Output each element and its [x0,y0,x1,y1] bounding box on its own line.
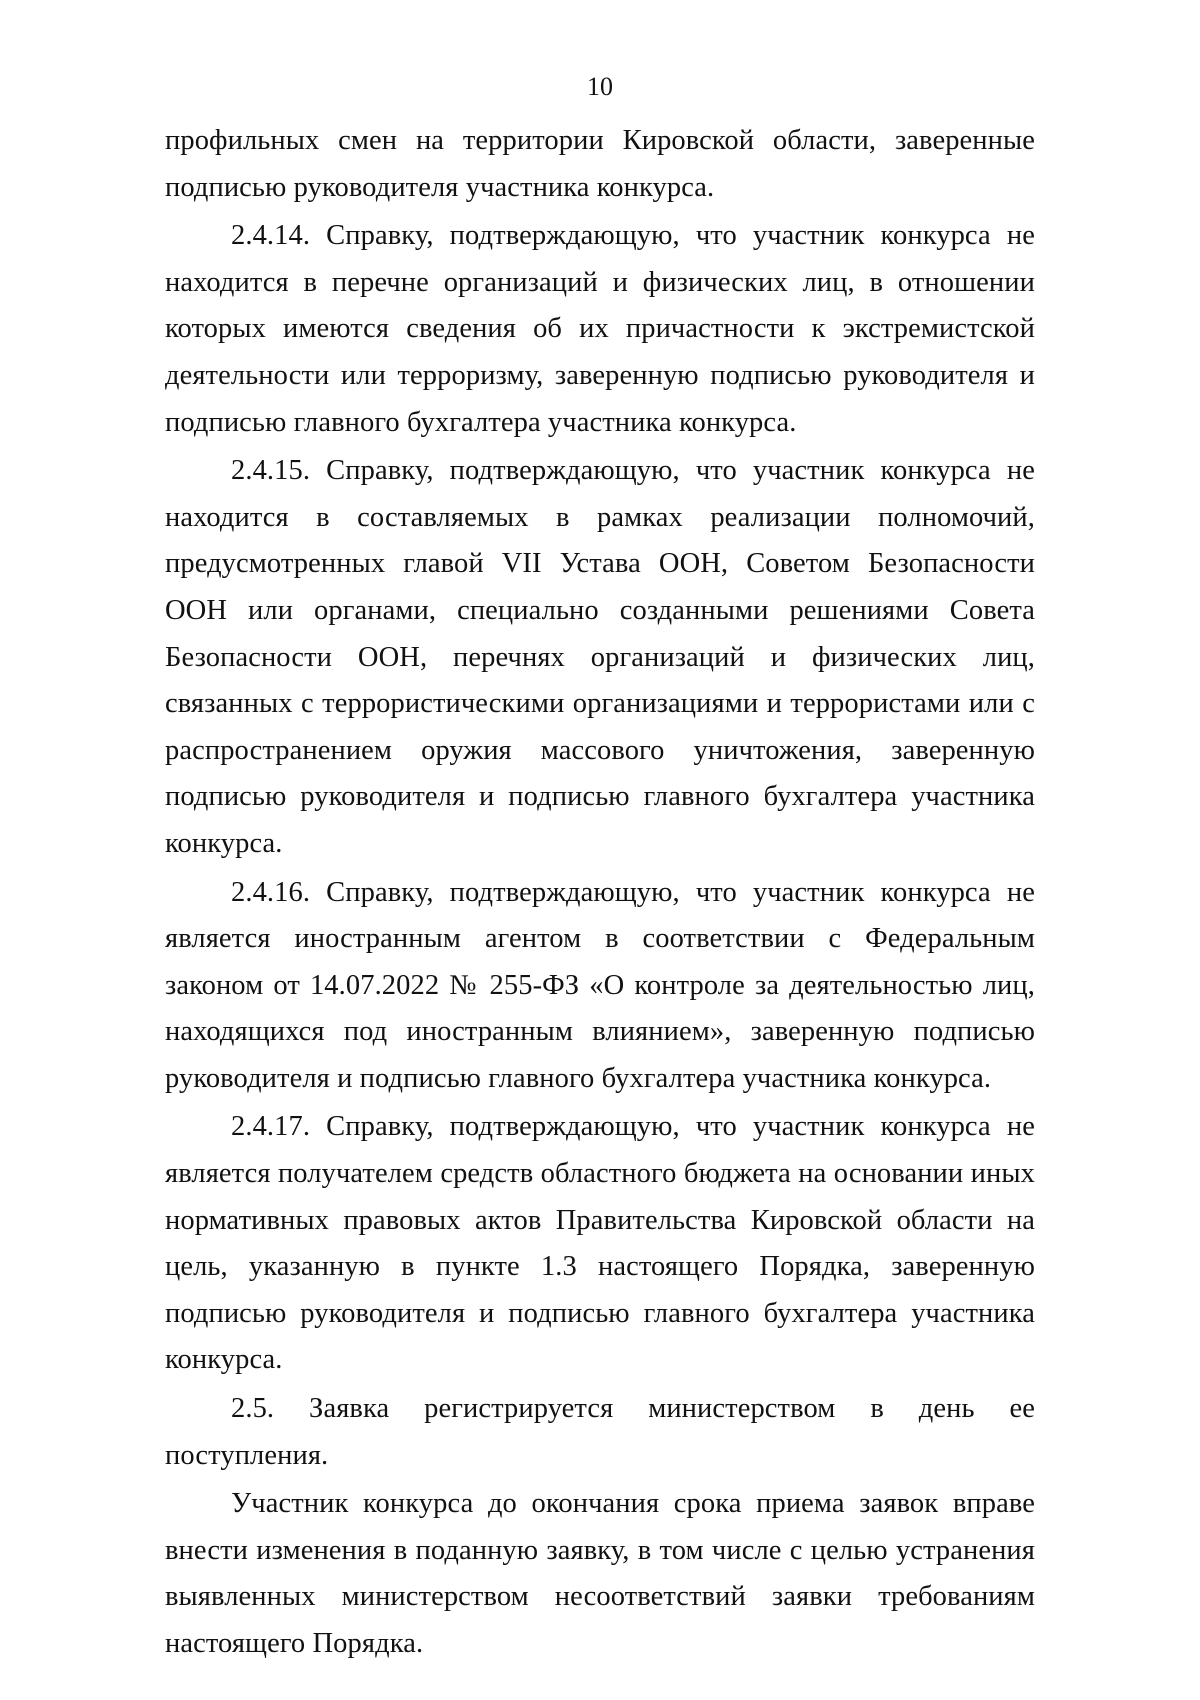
paragraph-continuation: профильных смен на территории Кировской области, заверенные подписью руководителя участника конкурса. [165,125,1035,203]
paragraph-2-4-16: 2.4.16. Справку, подтверждающую, что участник конкурса не является иностранным агентом в соответствии с Федеральным законом от 14.07.2022 № 255-ФЗ «О контроле за деятельностью лиц, находящихся под иностранным влиянием», заверенную подписью руководителя и подписью главного бухгалтера участника конкурса. [165,876,1035,1094]
document-body [165,118,1035,1670]
page-number: 10 [587,72,613,101]
paragraph-2-4-15: 2.4.15. Справку, подтверждающую, что участник конкурса не находится в составляемых в рамках реализации полномочий, предусмотренных главой VII Устава ООН, Советом Безопасности ООН или органами, специально созданными решениями Совета Безопасности ООН, перечнях организаций и физических лиц, связанных с террористическими организациями и террористами или с распространением оружия массового уничтожения, заверенную подписью руководителя и подписью главного бухгалтера участника конкурса. [165,455,1035,859]
paragraph-2-4-17: 2.4.17. Справку, подтверждающую, что участник конкурса не является получателем средств областного бюджета на основании иных нормативных правовых актов Правительства Кировской области на цель, указанную в пункте 1.3 настоящего Порядка, заверенную подписью руководителя и подписью главного бухгалтера участника конкурса. [165,1111,1035,1376]
paragraph-2-4-14: 2.4.14. Справку, подтверждающую, что участник конкурса не находится в перечне организаций и физических лиц, в отношении которых имеются сведения об их причастности к экстремистской деятельности или терроризму, заверенную подписью руководителя и подписью главного бухгалтера участника конкурса. [165,220,1035,438]
paragraph-2-5: 2.5. Заявка регистрируется министерством в день ее поступления. [165,1393,1035,1471]
paragraph-2-5-amendment: Участник конкурса до окончания срока приема заявок вправе внести изменения в поданную заявку, в том числе с целью устранения выявленных министерством несоответствий заявки требованиям настоящего Порядка. [165,1488,1035,1659]
